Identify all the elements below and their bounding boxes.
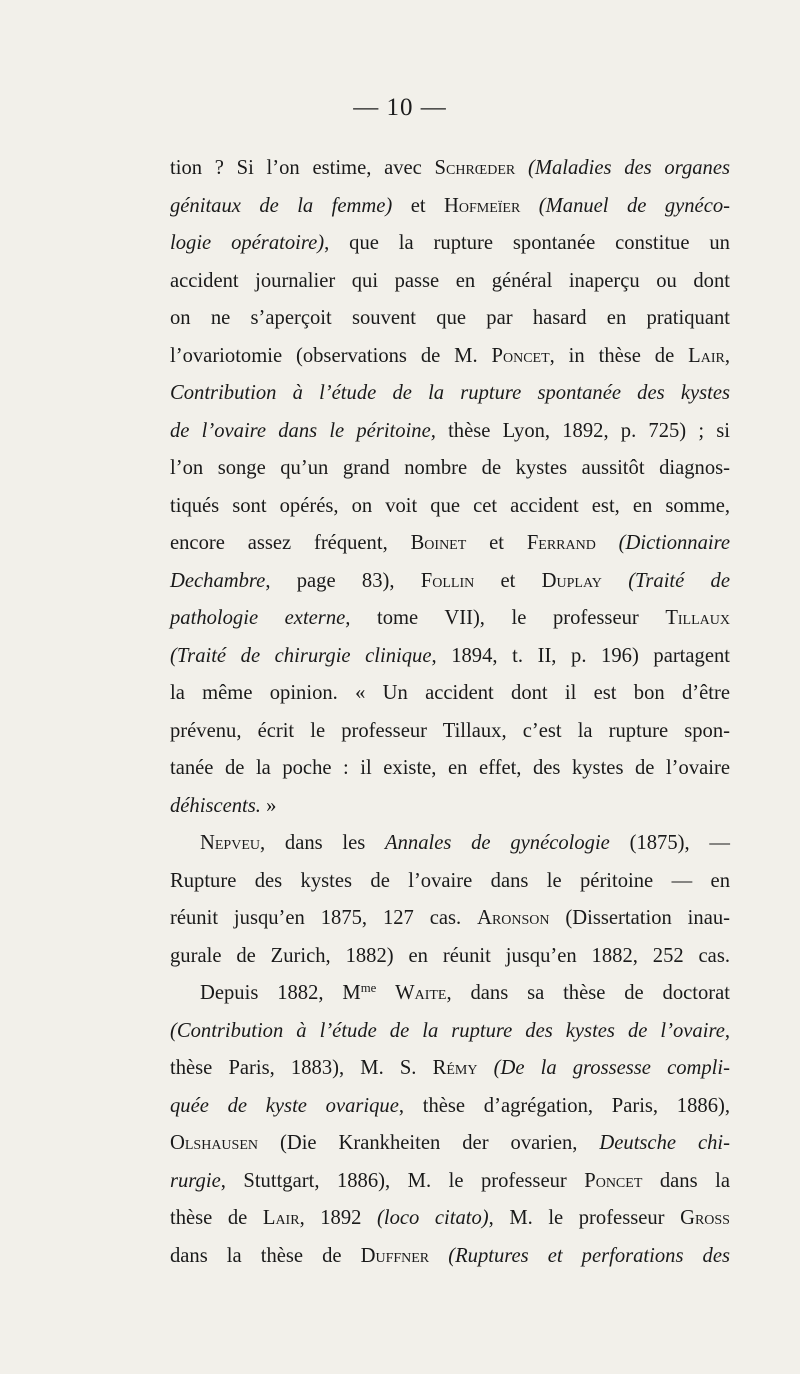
text-line	[170, 525, 730, 563]
text-run: encore assez fréquent,	[170, 532, 411, 554]
author-name: Hofmeïer	[444, 194, 521, 217]
author-name: Lair	[688, 344, 725, 367]
text-line	[170, 825, 730, 863]
text-line	[170, 1088, 730, 1126]
author-name: Ferrand	[526, 532, 596, 554]
text-line	[170, 338, 730, 376]
text-run: ,	[724, 344, 730, 367]
text-run: dans la	[642, 1169, 730, 1192]
text-run	[515, 157, 528, 179]
text-run: l’on songe qu’un grand nombre de kystes aussitôt diagnos-	[170, 457, 730, 479]
italic-title: pathologie externe,	[170, 607, 351, 629]
text-run: ,	[724, 1019, 730, 1042]
text-run: , 1892	[299, 1207, 377, 1229]
text-run: et	[474, 569, 542, 592]
text-line	[170, 600, 730, 638]
text-line	[170, 713, 730, 751]
text-run: réunit jusqu’en 1875, 127 cas.	[170, 907, 478, 929]
italic-title: (Ruptures et perforations des	[448, 1244, 730, 1267]
italic-title: (Dictionnaire	[618, 532, 730, 554]
body-text	[170, 150, 730, 1275]
author-name: Poncet	[491, 344, 550, 367]
author-name: Lair	[262, 1207, 300, 1229]
text-run	[520, 195, 538, 217]
author-name: Nepveu	[200, 832, 260, 854]
italic-title: (loco citato)	[377, 1207, 489, 1229]
author-name: Duplay	[541, 569, 602, 592]
italic-title: déhiscents.	[170, 794, 261, 817]
text-run: (1875), —	[609, 832, 730, 854]
text-run: accident journalier qui passe en général inaperçu ou dont	[170, 269, 730, 292]
text-line	[170, 563, 730, 601]
text-run: et	[466, 532, 527, 554]
text-run: on ne s’aperçoit souvent que par hasard en pratiquant	[170, 307, 730, 329]
text-line	[170, 413, 730, 451]
author-name: Poncet	[584, 1169, 643, 1192]
text-line	[170, 188, 730, 226]
author-name: Schrœder	[434, 157, 516, 179]
text-line	[170, 675, 730, 713]
page-number: — 10 —	[353, 94, 447, 121]
italic-title: de l’ovaire dans le péritoine,	[170, 419, 436, 442]
text-run: tiqués sont opérés, on voit que cet accident est, en somme,	[170, 494, 730, 517]
italic-title: quée de kyste ovarique	[170, 1094, 399, 1117]
text-run: , thèse d’agrégation, Paris, 1886),	[398, 1094, 730, 1117]
text-run: thèse de	[170, 1207, 263, 1229]
text-line	[170, 450, 730, 488]
text-run: tion ? Si l’on estime, avec	[170, 157, 435, 179]
text-run: l’ovariotomie (observations de M.	[170, 344, 492, 367]
text-run: la même opinion. « Un accident dont il est bon d’être	[170, 682, 730, 704]
superscript: me	[360, 980, 377, 995]
text-run: , dans sa thèse de doctorat	[446, 982, 730, 1004]
text-line	[170, 750, 730, 788]
text-line	[170, 900, 730, 938]
text-run: , Stuttgart, 1886), M. le professeur	[220, 1169, 585, 1192]
text-line	[170, 150, 730, 188]
text-line	[170, 975, 730, 1013]
text-line	[170, 938, 730, 976]
author-name: Tillaux	[665, 607, 730, 629]
text-run: thèse Paris, 1883), M. S.	[170, 1057, 433, 1079]
italic-title: (Contribution à l’étude de la rupture des kystes de l’ovaire	[170, 1019, 725, 1042]
text-line	[170, 1125, 730, 1163]
author-name: Gross	[680, 1207, 730, 1229]
italic-title: Dechambre	[170, 569, 266, 592]
italic-title: logie opératoire)	[170, 232, 325, 254]
text-run: (Dissertation inau-	[549, 907, 730, 929]
text-run	[596, 532, 619, 554]
text-run: , 1894, t. II, p. 196) partagent	[431, 644, 731, 667]
italic-title: (Traité de	[628, 569, 730, 592]
italic-title: (Traité de chirurgie clinique	[170, 644, 432, 667]
text-run: et	[392, 194, 444, 217]
text-line	[170, 1013, 730, 1051]
text-run: Rupture des kystes de l’ovaire dans le péritoine — en	[170, 869, 730, 892]
text-run: , in thèse de	[549, 344, 689, 367]
text-run	[429, 1245, 448, 1267]
author-name: Olshausen	[170, 1132, 258, 1154]
text-run	[477, 1057, 493, 1079]
text-run: tanée de la poche : il existe, en effet, des kystes de l’ovaire	[170, 757, 730, 779]
text-line	[170, 1050, 730, 1088]
author-name: Duffner	[360, 1244, 430, 1267]
italic-title: Contribution à l’étude de la rupture spontanée des kystes	[170, 382, 730, 404]
text-line	[170, 1163, 730, 1201]
text-run	[376, 982, 395, 1004]
italic-title: (Maladies des organes	[527, 157, 730, 179]
author-name: Follin	[420, 569, 475, 592]
text-line	[170, 1200, 730, 1238]
text-line	[170, 225, 730, 263]
text-run: »	[260, 794, 277, 817]
author-name: Aronson	[477, 907, 550, 929]
text-run: , M. le professeur	[488, 1207, 681, 1229]
italic-title: (De la grossesse compli-	[493, 1057, 730, 1079]
text-run: thèse Lyon, 1892, p. 725) ; si	[435, 419, 730, 442]
author-name: Boinet	[410, 532, 467, 554]
text-run: , page 83),	[265, 569, 421, 592]
text-line	[170, 1238, 730, 1276]
text-run: , que la rupture spontanée constitue un	[324, 232, 730, 254]
text-line	[170, 638, 730, 676]
italic-title: Annales de gynécologie	[385, 832, 610, 854]
author-name: Rémy	[432, 1057, 478, 1079]
text-line	[170, 375, 730, 413]
italic-title: rurgie	[170, 1169, 221, 1192]
text-run: dans la thèse de	[170, 1244, 361, 1267]
text-run: (Die Krankheiten der ovarien,	[258, 1132, 600, 1154]
text-run: prévenu, écrit le professeur Tillaux, c’est la rupture spon-	[170, 719, 730, 742]
italic-title: génitaux de la femme)	[170, 194, 393, 217]
text-line	[170, 263, 730, 301]
text-run: tome VII), le professeur	[350, 607, 666, 629]
text-line	[170, 488, 730, 526]
text-line	[170, 300, 730, 338]
text-run: , dans les	[259, 832, 386, 854]
italic-title: Deutsche chi-	[599, 1132, 730, 1154]
author-name: Waite	[395, 982, 447, 1004]
text-run	[602, 570, 628, 592]
text-line	[170, 863, 730, 901]
text-run: gurale de Zurich, 1882) en réunit jusqu’en 1882, 252 cas.	[170, 944, 730, 967]
italic-title: (Manuel de gynéco-	[538, 194, 730, 217]
text-run: Depuis 1882, M	[200, 982, 361, 1004]
text-line	[170, 788, 730, 826]
